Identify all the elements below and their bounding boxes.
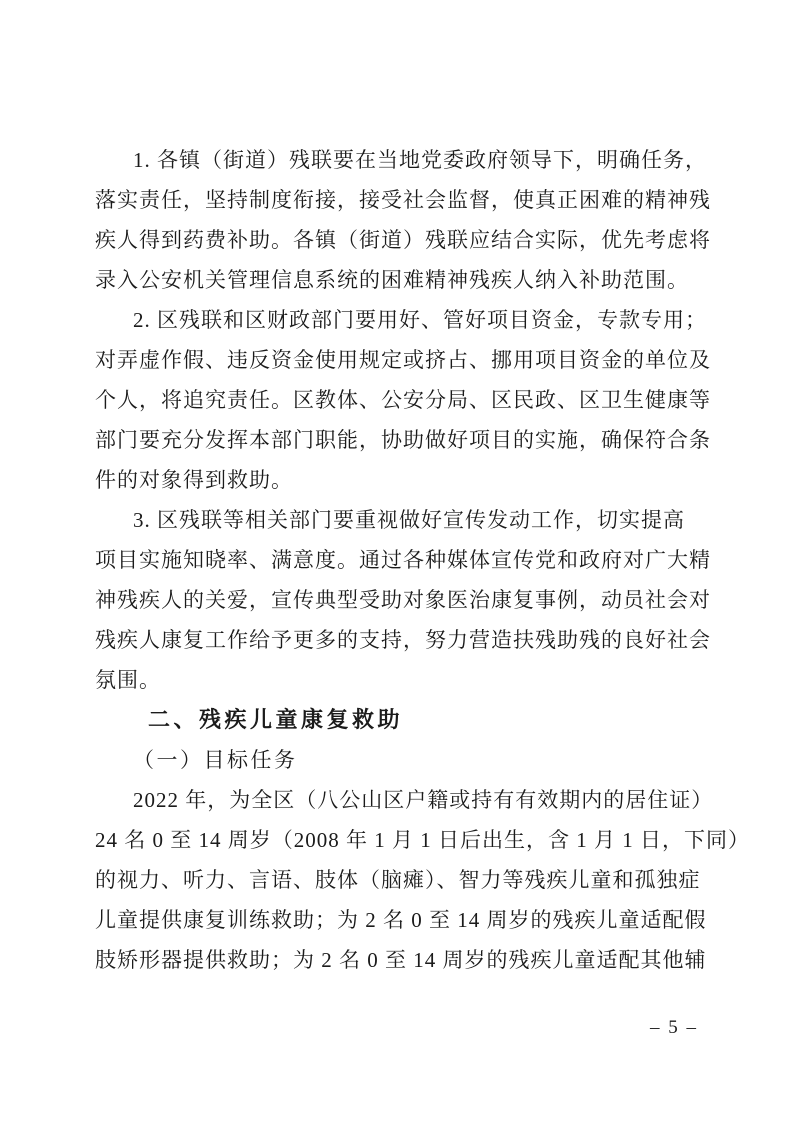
subsection-heading-1: （一）目标任务 [133, 748, 298, 772]
paragraph-3-line-5: 氛围。 [95, 668, 161, 692]
paragraph-2-line-5: 件的对象得到救助。 [95, 468, 293, 492]
paragraph-4-line-1: 2022 年，为全区（八公山区户籍或持有有效期内的居住证） [133, 788, 714, 812]
paragraph-3-line-3: 神残疾人的关爱，宣传典型受助对象医治康复事例，动员社会对 [95, 588, 711, 612]
paragraph-2-line-1: 2. 区残联和区财政部门要用好、管好项目资金，专款专用； [133, 308, 707, 332]
paragraph-1-line-1: 1. 各镇（街道）残联要在当地党委政府领导下，明确任务， [133, 148, 707, 172]
paragraph-4-line-2: 24 名 0 至 14 周岁（2008 年 1 月 1 日后出生，含 1 月 1 日，下同） [95, 828, 750, 852]
page-footer [650, 1013, 698, 1043]
paragraph-4-line-3: 的视力、听力、言语、肢体（脑瘫）、智力等残疾儿童和孤独症 [95, 868, 701, 892]
paragraph-3-line-1: 3. 区残联等相关部门要重视做好宣传发动工作，切实提高 [133, 508, 685, 532]
paragraph-2-line-3: 个人，将追究责任。区教体、公安分局、区民政、区卫生健康等 [95, 388, 711, 412]
document-body [95, 140, 750, 980]
paragraph-2-line-4: 部门要充分发挥本部门职能，协助做好项目的实施，确保符合条 [95, 428, 711, 452]
paragraph-3-line-2: 项目实施知晓率、满意度。通过各种媒体宣传党和政府对广大精 [95, 548, 711, 572]
paragraph-1-line-4: 录入公安机关管理信息系统的困难精神残疾人纳入补助范围。 [95, 268, 689, 292]
paragraph-2-line-2: 对弄虚作假、违反资金使用规定或挤占、挪用项目资金的单位及 [95, 348, 711, 372]
paragraph-1-line-3: 疾人得到药费补助。各镇（街道）残联应结合实际，优先考虑将 [95, 228, 711, 252]
paragraph-4-line-4: 儿童提供康复训练救助；为 2 名 0 至 14 周岁的残疾儿童适配假 [95, 908, 707, 932]
paragraph-3-line-4: 残疾人康复工作给予更多的支持，努力营造扶残助残的良好社会 [95, 628, 711, 652]
page-number: – 5 – [650, 1017, 698, 1038]
paragraph-4-line-5: 肢矫形器提供救助；为 2 名 0 至 14 周岁的残疾儿童适配其他辅 [95, 948, 707, 972]
section-heading-2: 二、残疾儿童康复救助 [148, 707, 404, 732]
paragraph-1-line-2: 落实责任，坚持制度衔接，接受社会监督，使真正困难的精神残 [95, 188, 711, 212]
